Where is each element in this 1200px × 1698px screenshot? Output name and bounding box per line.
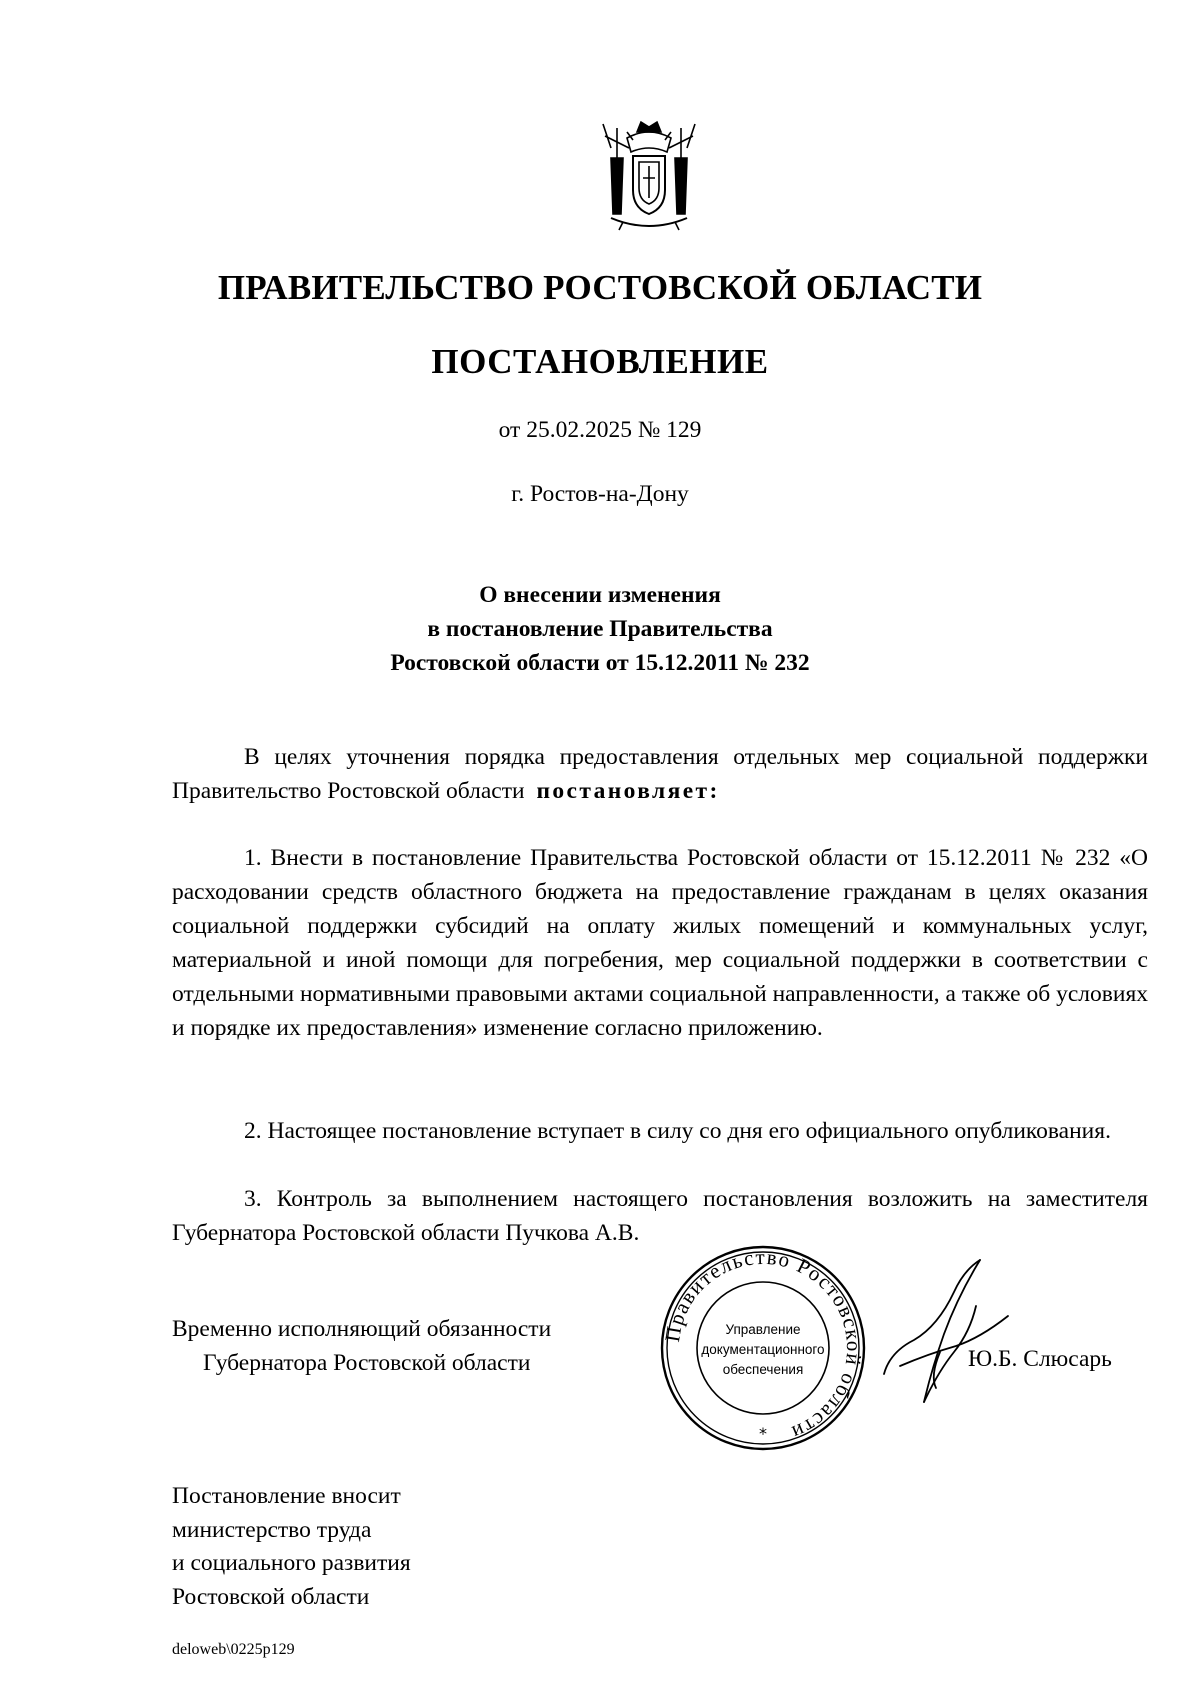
stamp-inner-text bbox=[658, 1320, 868, 1380]
introduced-by-line-3: и социального развития bbox=[172, 1550, 411, 1576]
document-number-date: от 25.02.2025 № 129 bbox=[498, 417, 702, 443]
stamp-inner-line-2: документационного bbox=[701, 1342, 825, 1357]
item-1: 1. Внести в постановление Правительства Ростовской области от 15.12.2011 № 232 «О расходовании средств областного бюджета на предоставление гражданам в целях оказания социальной поддержки субсидий на оплату жилых помещений и коммунальных услуг, материальной и иной помощи для погребения, мер социальной поддержки в соответствии с отдельными нормативными правовыми актами социальной направленности, а также об условиях и порядке их предоставления» изменение согласно приложению. bbox=[172, 845, 1148, 1041]
introduced-by-line-4: Ростовской области bbox=[172, 1583, 370, 1610]
stamp-ring-text: Правительство Ростовской области bbox=[660, 1244, 867, 1446]
document-reference: deloweb\0225p129 bbox=[172, 1641, 295, 1658]
coat-of-arms-icon bbox=[597, 118, 701, 232]
subject-line-2: в постановление Правительства bbox=[427, 616, 773, 642]
stamp-inner-line-3: обеспечения bbox=[722, 1362, 804, 1377]
introduced-by-line-2: министерство труда bbox=[172, 1516, 372, 1543]
preamble-paragraph bbox=[172, 740, 1148, 808]
introduced-by-line-1: Постановление вносит bbox=[172, 1483, 401, 1509]
government-title: ПРАВИТЕЛЬСТВО РОСТОВСКОЙ ОБЛАСТИ bbox=[217, 268, 983, 307]
document-type: ПОСТАНОВЛЕНИЕ bbox=[431, 342, 769, 381]
signatory-position-line-2: Губернатора Ростовской области bbox=[203, 1350, 531, 1376]
signatory-position-line-1: Временно исполняющий обязанности bbox=[172, 1316, 552, 1342]
item-2: 2. Настоящее постановление вступает в силу со дня его официального опубликования. bbox=[244, 1118, 1111, 1144]
signatory-name: Ю.Б. Слюсарь bbox=[968, 1346, 1112, 1372]
preamble-decides: постановляет: bbox=[536, 778, 720, 804]
item-3: 3. Контроль за выполнением настоящего постановления возложить на заместителя Губернатора Ростовской области Пучкова А.В. bbox=[172, 1186, 1148, 1246]
introduced-by bbox=[172, 1480, 411, 1614]
stamp-star-icon: * bbox=[759, 1424, 767, 1443]
subject-line-1: О внесении изменения bbox=[479, 582, 721, 608]
signatory-position bbox=[172, 1312, 551, 1380]
subject-line-3: Ростовской области от 15.12.2011 № 232 bbox=[390, 650, 810, 676]
preamble-text: В целях уточнения порядка предоставления отдельных мер социальной поддержки Правительство Ростовской области bbox=[172, 744, 1148, 804]
stamp-inner-line-1: Управление bbox=[725, 1322, 801, 1337]
document-subject bbox=[0, 578, 1200, 680]
document-city: г. Ростов-на-Дону bbox=[511, 481, 689, 507]
handwritten-signature bbox=[880, 1256, 1010, 1406]
